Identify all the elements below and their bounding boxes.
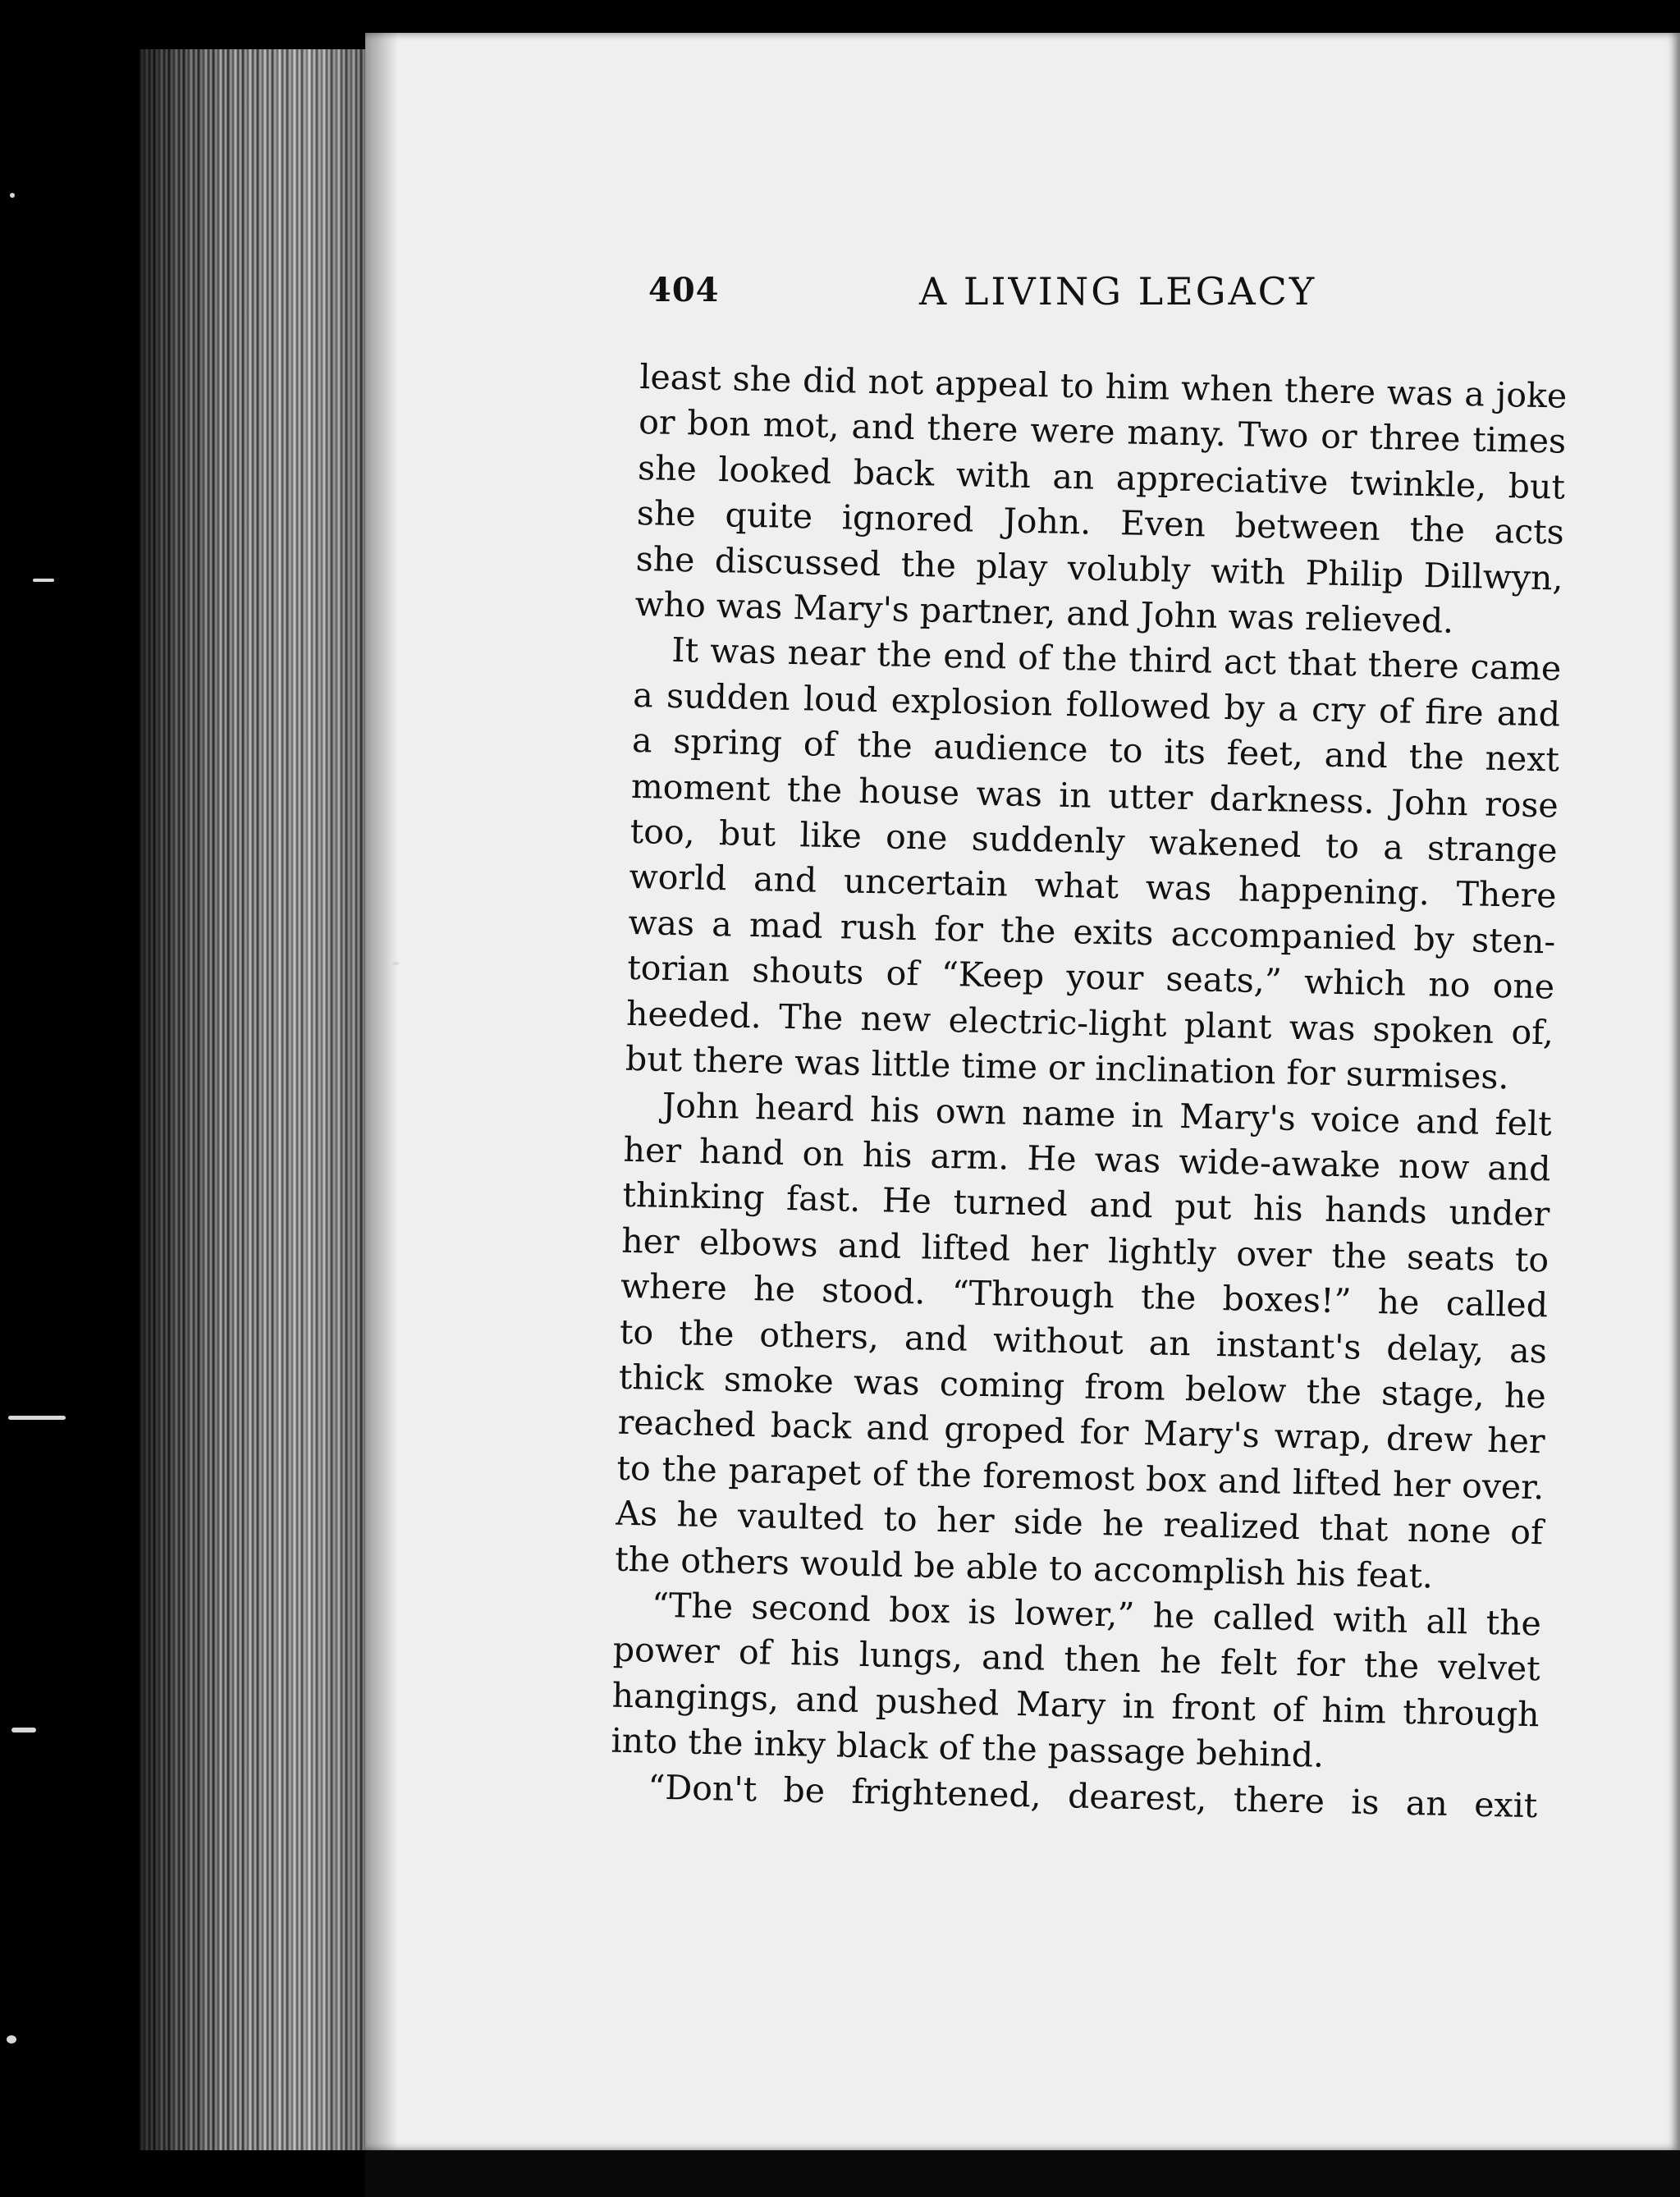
- text-line: John heard his own name in Mary's voice and felt: [661, 1085, 1553, 1143]
- text-line: into the inky black of the passage behind.: [611, 1720, 1325, 1776]
- text-line: the others would be able to accomplish his feat.: [614, 1539, 1434, 1596]
- text-line: to the parapet of the foremost box and lifted her over.: [616, 1448, 1545, 1508]
- text-line: power of his lungs, and then he felt for the velvet: [612, 1630, 1541, 1689]
- paragraph: [615, 1082, 1553, 1601]
- text-line: heeded. The new electric-light plant was spoken of,: [625, 993, 1554, 1053]
- text-line: to the others, and without an instant's delay, as: [619, 1311, 1548, 1371]
- text-line: world and uncertain what was happening. There: [629, 857, 1557, 916]
- text-line: As he vaulted to her side he realized that none of: [615, 1493, 1544, 1553]
- text-line: hangings, and pushed Mary in front of him through: [611, 1675, 1540, 1735]
- text-line: she looked back with an appreciative twinkle, but: [637, 447, 1566, 507]
- text-line: a sudden loud explosion followed by a cry of fire and: [632, 675, 1561, 735]
- text-line: It was near the end of the third act that there came: [671, 630, 1562, 689]
- text-line: but there was little time or inclination for surmises.: [625, 1038, 1509, 1097]
- text-line: least she did not appeal to him when there was a joke: [639, 356, 1568, 416]
- text-line: reached back and groped for Mary's wrap, drew her: [617, 1403, 1546, 1462]
- text-line: or bon mot, and there were many. Two or three times: [638, 402, 1567, 462]
- text-line: she discussed the play volubly with Philip Dillwyn,: [635, 538, 1564, 598]
- text-line: was a mad rush for the exits accompanied by sten-: [628, 902, 1556, 962]
- text-line: moment the house was in utter darkness. John rose: [630, 766, 1559, 826]
- text-line: where he stood. “Through the boxes!” he called: [620, 1266, 1549, 1325]
- bottom-border: [365, 2150, 1680, 2197]
- running-head: [648, 264, 1551, 330]
- gutter-shadow: [365, 33, 398, 2150]
- paragraph: [611, 1582, 1541, 1783]
- text-line: her hand on his arm. He was wide-awake now and: [623, 1129, 1551, 1189]
- body-text: [610, 355, 1568, 1829]
- text-line: her elbows and lifted her lightly over the seats to: [620, 1220, 1550, 1280]
- text-line: thick smoke was coming from below the stage, he: [618, 1357, 1547, 1417]
- text-line: torian shouts of “Keep your seats,” which no one: [626, 948, 1555, 1007]
- text-line: who was Mary's partner, and John was relieved.: [634, 584, 1454, 641]
- text-line: she quite ignored John. Even between the acts: [636, 493, 1565, 552]
- paragraph: [625, 627, 1561, 1101]
- book-page-edges: [140, 49, 386, 2150]
- paragraph: [634, 355, 1568, 647]
- text-line: thinking fast. He turned and put his hands under: [622, 1175, 1550, 1234]
- page-number: 404: [648, 271, 720, 309]
- text-line: “Don't be frightened, dearest, there is an exit: [647, 1767, 1538, 1825]
- text-line: too, but like one suddenly wakened to a strange: [629, 811, 1559, 871]
- book-title: A LIVING LEGACY: [919, 269, 1317, 314]
- text-line: a spring of the audience to its feet, and the next: [631, 721, 1560, 780]
- text-line: “The second box is lower,” he called with all the: [651, 1585, 1542, 1644]
